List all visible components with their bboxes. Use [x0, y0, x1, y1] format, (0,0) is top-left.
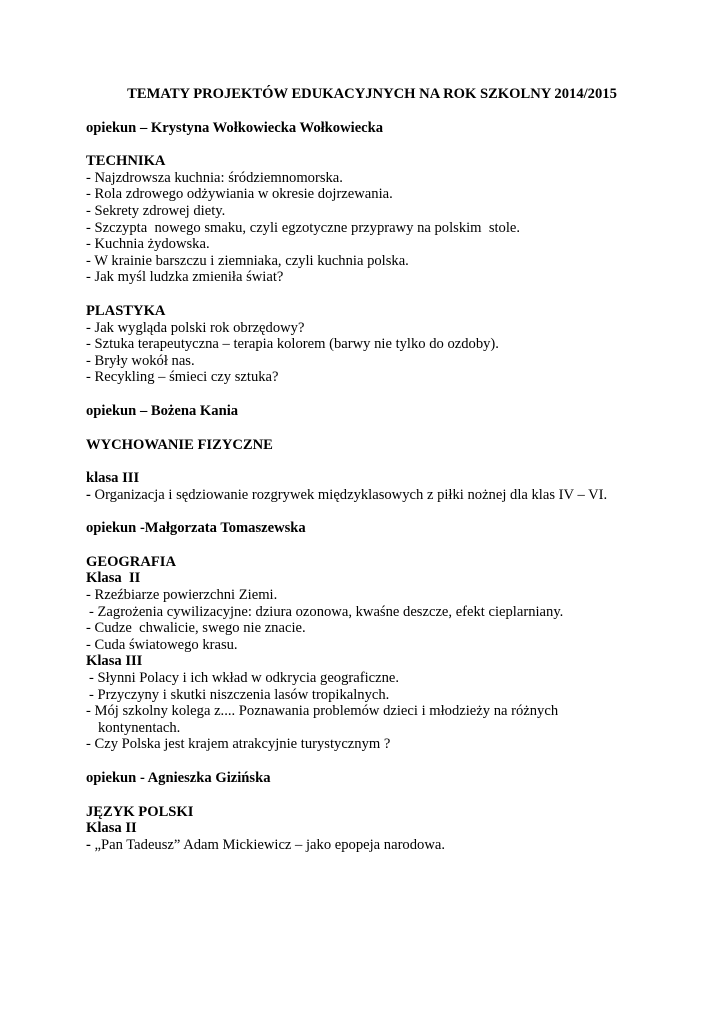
heading-wf: WYCHOWANIE FIZYCZNE	[86, 436, 273, 453]
heading-plastyka: PLASTYKA	[86, 302, 166, 319]
list-item	[86, 487, 646, 504]
list-item: - Przyczyny i skutki niszczenia lasów tropikalnych.	[89, 686, 390, 703]
list-item: - Słynni Polacy i ich wkład w odkrycia geograficzne.	[89, 670, 400, 687]
list-item: - Cuda światowego krasu.	[86, 636, 238, 653]
list-item: - Zagrożenia cywilizacyjne: dziura ozonowa, kwaśne deszcze, efekt cieplarniany.	[89, 603, 564, 620]
supervisor-2: opiekun – Bożena Kania	[86, 402, 239, 419]
list-item: - Mój szkolny kolega z.... Poznawania problemów dzieci i młodzieży na różnych	[86, 703, 559, 720]
class-label: Klasa II	[86, 570, 141, 587]
spacer	[86, 503, 646, 520]
supervisor-3: opiekun -Małgorzata Tomaszewska	[86, 520, 306, 537]
list-item: - Kuchnia żydowska.	[86, 236, 210, 253]
spacer	[86, 537, 646, 554]
document-page	[86, 86, 646, 853]
list-dash: -	[86, 836, 91, 853]
class-label: Klasa II	[86, 820, 137, 837]
heading-geografia: GEOGRAFIA	[86, 553, 176, 570]
document-title: TEMATY PROJEKTÓW EDUKACYJNYCH NA ROK SZKOLNY 2014/2015	[127, 86, 617, 102]
list-item: - Sztuka terapeutyczna – terapia kolorem (barwy nie tylko do ozdoby).	[86, 336, 499, 353]
spacer	[86, 286, 646, 303]
list-item: - Jak myśl ludzka zmieniła świat?	[86, 269, 284, 286]
spacer	[86, 386, 646, 403]
list-item: - Najzdrowsza kuchnia: śródziemnomorska.	[86, 169, 343, 186]
heading-technika: TECHNIKA	[86, 153, 166, 170]
list-item: - Rzeźbiarze powierzchni Ziemi.	[86, 587, 278, 604]
list-item: - Szczypta nowego smaku, czyli egzotyczne przyprawy na polskim stole.	[86, 219, 521, 236]
spacer	[86, 787, 646, 804]
spacer	[86, 136, 646, 153]
class-label: Klasa III	[86, 653, 143, 670]
spacer	[86, 453, 646, 470]
spacer	[86, 753, 646, 770]
spacer	[86, 420, 646, 437]
list-item-text: Organizacja i sędziowanie rozgrywek międzyklasowych z piłki nożnej dla klas IV – VI.	[90, 486, 608, 503]
list-item: - Jak wygląda polski rok obrzędowy?	[86, 319, 305, 336]
list-item: - Rola zdrowego odżywiania w okresie dojrzewania.	[86, 186, 393, 203]
list-item: - Sekrety zdrowej diety.	[86, 202, 226, 219]
list-item-text: „Pan Tadeusz” Adam Mickiewicz – jako epopeja narodowa.	[90, 836, 445, 853]
class-label: klasa III	[86, 470, 140, 487]
list-item	[86, 837, 646, 854]
list-item: - Czy Polska jest krajem atrakcyjnie turystycznym ?	[86, 736, 391, 753]
list-item-continuation: kontynentach.	[98, 719, 181, 736]
list-item: - Bryły wokół nas.	[86, 352, 195, 369]
list-item: - Cudze chwalicie, swego nie znacie.	[86, 620, 306, 637]
heading-jezyk-polski: JĘZYK POLSKI	[86, 803, 194, 820]
list-dash: -	[86, 486, 91, 503]
supervisor-1: opiekun – Krystyna Wołkowiecka Wołkowiecka	[86, 119, 384, 136]
supervisor-4: opiekun - Agnieszka Gizińska	[86, 770, 271, 786]
list-item: - Recykling – śmieci czy sztuka?	[86, 369, 279, 386]
list-item: - W krainie barszczu i ziemniaka, czyli kuchnia polska.	[86, 252, 409, 269]
spacer	[86, 103, 646, 120]
